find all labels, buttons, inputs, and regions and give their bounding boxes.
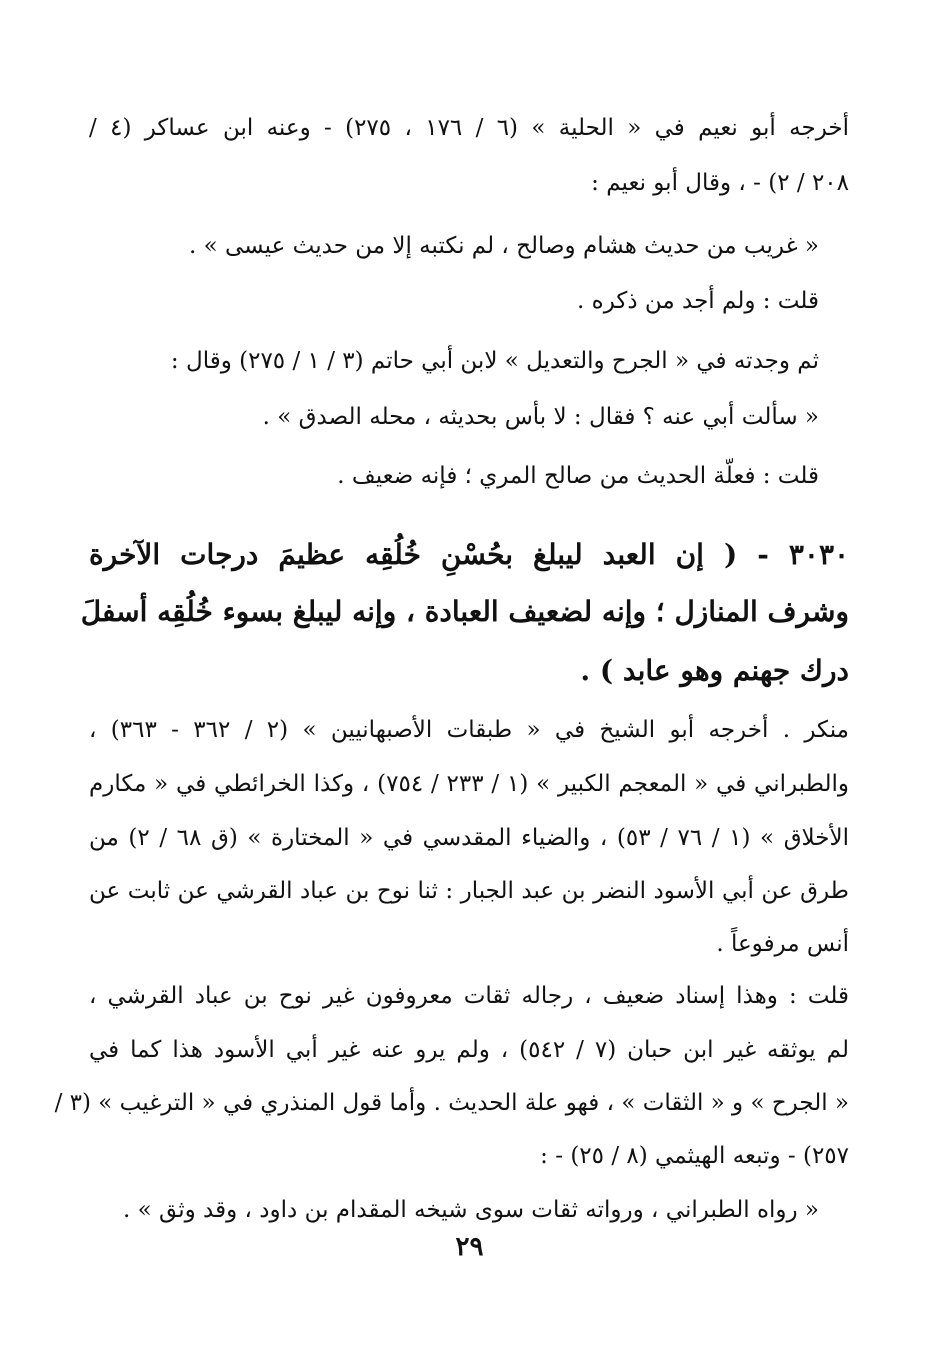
text-line: والطبراني في « المعجم الكبير » (١ / ٢٣٣ / ٧٥٤) ، وكذا الخرائطي في « مكارم (89, 771, 849, 797)
hadith-heading-line: وشرف المنازل ؛ وإنه لضعيف العبادة ، وإنه ليبلغ بسوء خُلُقِه أسفلَ (80, 595, 849, 628)
text-line: « الجرح » و « الثقات » ، فهو علة الحديث . وأما قول المنذري في « الترغيب » (٣ / (54, 1090, 849, 1116)
text-line: منكر . أخرجه أبو الشيخ في « طبقات الأصبهانيين » (٢ / ٣٦٢ - ٣٦٣) ، (89, 717, 849, 743)
quote-line: « رواه الطبراني ، ورواته ثقات سوى شيخه المقدام بن داود ، وقد وثق » . (123, 1197, 819, 1223)
text-line: قلت : فعلّة الحديث من صالح المري ؛ فإنه ضعيف . (337, 463, 819, 489)
text-line: ٢٠٨ / ٢) - ، وقال أبو نعيم : (591, 170, 849, 196)
text-line: طرق عن أبي الأسود النضر بن عبد الجبار : ثنا نوح بن عباد القرشي عن ثابت عن (89, 878, 849, 904)
page-number: ٢٩ (455, 1232, 484, 1262)
text-line: أنس مرفوعاً . (716, 931, 849, 957)
quote-line: « غريب من حديث هشام وصالح ، لم نكتبه إلا من حديث عيسى » . (188, 233, 819, 259)
text-line: أخرجه أبو نعيم في « الحلية » (٦ / ١٧٦ ، ٢٧٥) - وعنه ابن عساكر (٤ / (89, 115, 849, 141)
hadith-heading-line: درك جهنم وهو عابد ) . (580, 654, 849, 687)
hadith-heading-line: ٣٠٣٠ - ( إن العبد ليبلغ بحُسْنِ خُلُقِه عظيمَ درجات الآخرة (89, 538, 850, 571)
text-line: قلت : وهذا إسناد ضعيف ، رجاله ثقات معروفون غير نوح بن عباد القرشي ، (89, 983, 849, 1009)
text-line: الأخلاق » (١ / ٧٦ / ٥٣) ، والضياء المقدسي في « المختارة » (ق ٦٨ / ٢) من (89, 825, 850, 851)
text-line: قلت : ولم أجد من ذكره . (577, 288, 819, 314)
text-line: لم يوثقه غير ابن حبان (٧ / ٥٤٢) ، ولم يرو عنه غير أبي الأسود هذا كما في (89, 1037, 849, 1063)
text-line: ثم وجدته في « الجرح والتعديل » لابن أبي حاتم (٣ / ١ / ٢٧٥) وقال : (170, 348, 819, 374)
quote-line: « سألت أبي عنه ؟ فقال : لا بأس بحديثه ، محله الصدق » . (262, 404, 819, 430)
text-line: ٢٥٧) - وتبعه الهيثمي (٨ / ٢٥) - : (540, 1143, 849, 1169)
